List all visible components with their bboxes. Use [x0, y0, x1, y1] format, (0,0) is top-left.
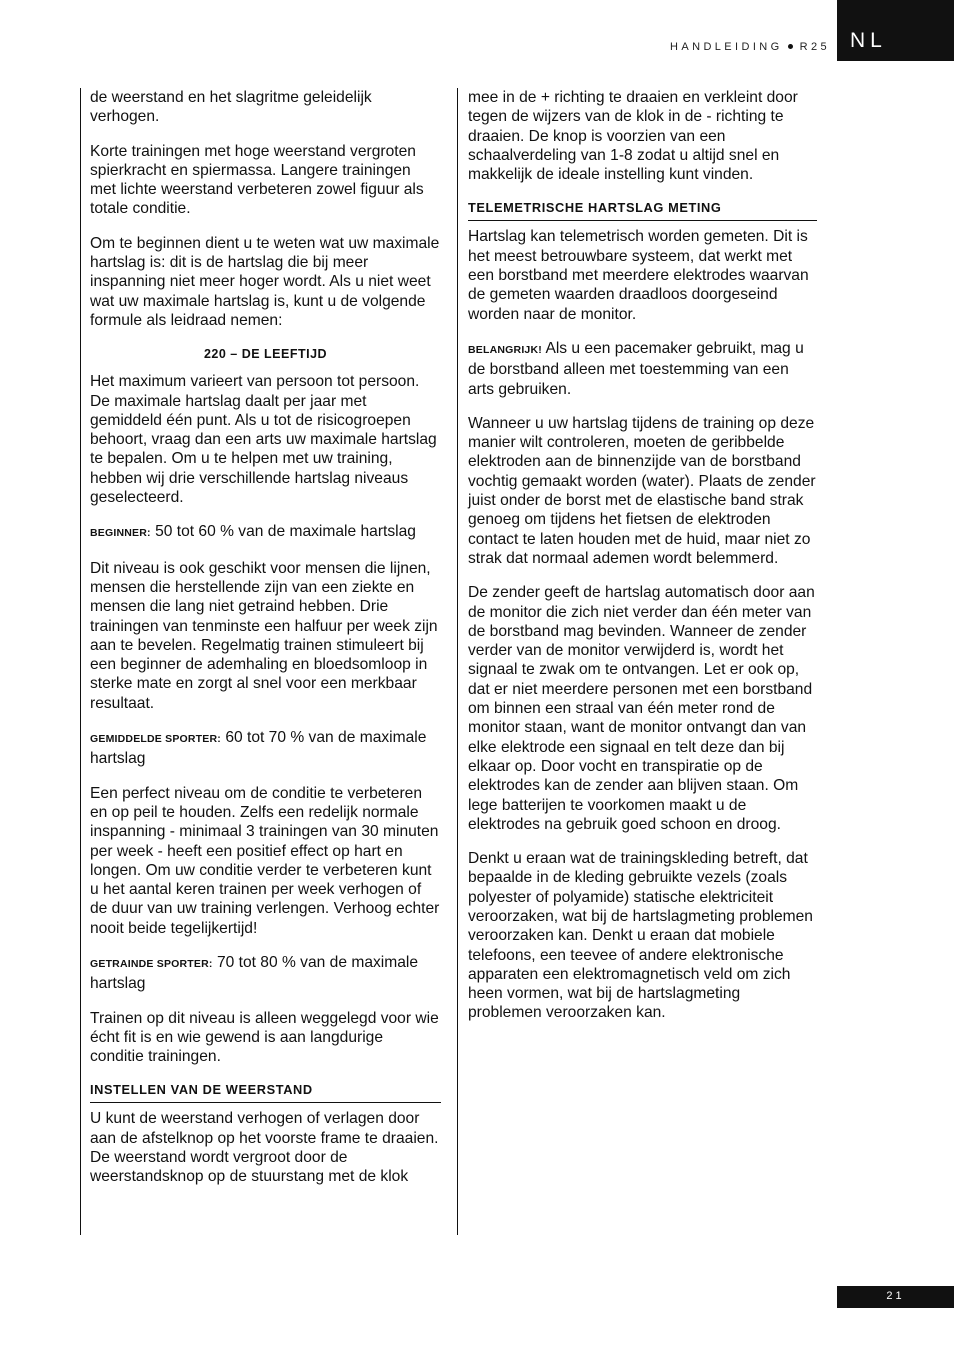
- paragraph: Het maximum varieert van persoon tot persoon. De maximale hartslag daalt per jaar met gemiddeld één punt. Als u tot de risicogroepen behoort, vraag dan een arts uw maximale hartslag te bepalen. Om u te helpen met uw training, hebben wij drie verschillende hartslag niveaus geselecteerd.: [90, 373, 437, 507]
- average-range: 60 tot 70 % van de maximale hartslag: [90, 729, 427, 768]
- important-text: Als u een pacemaker gebruikt, mag u de borstband alleen met toestemming van een arts gebruiken.: [468, 339, 804, 398]
- paragraph: Hartslag kan telemetrisch worden gemeten. Dit is het meest betrouwbare systeem, dat werkt met een borstband met meerdere elektrodes waarvan de gemeten waarden draadloos doorgeseind worden naar de monitor.: [468, 228, 809, 323]
- page-number: 21: [886, 1290, 905, 1302]
- manual-label: HANDLEIDING: [670, 41, 783, 53]
- average-label: GEMIDDELDE SPORTER:: [90, 733, 221, 746]
- running-header: [620, 41, 830, 53]
- paragraph: Denkt u eraan wat de trainingskleding betreft, dat bepaalde in de kleding gebruikte vezels (zoals polyester of polyamide) statische elektriciteit veroorzaken, wat bij de hartslagmeting problemen veroorzaken kan. Denkt u eraan dat mobiele telefoons, een teevee of andere elektronische apparaten een elektromagnetisch veld om zich heen vormen, wat bij de hartslagmeting problemen veroorzaken kan.: [468, 850, 813, 1022]
- beginner-level: [90, 522, 441, 543]
- paragraph: mee in de + richting te draaien en verkleint door tegen de wijzers van de klok in de - richting te draaien. De knop is voorzien van een schaalverdeling van 1-8 zodat u altijd snel en makkelijk de ideale instelling kunt vinden.: [468, 89, 798, 184]
- trained-range: 70 tot 80 % van de maximale hartslag: [90, 953, 419, 993]
- language-code: NL: [850, 29, 887, 52]
- trained-level: [90, 953, 441, 994]
- right-column: [457, 88, 817, 1235]
- beginner-label: BEGINNER:: [90, 527, 151, 540]
- paragraph: U kunt de weerstand verhogen of verlagen door aan de afstelknop op het voorste frame te draaien. De weerstand wordt vergroot door de weerstandsknop op de stuurstang met de klok: [90, 1110, 439, 1186]
- page-number-tab: [837, 1286, 954, 1308]
- model-label: R25: [799, 41, 830, 53]
- language-tab: [837, 0, 954, 61]
- trained-label: GETRAINDE SPORTER:: [90, 957, 213, 970]
- section-heading-resistance: INSTELLEN VAN DE WEERSTAND: [90, 1081, 441, 1103]
- important-label: BELANGRIJK!: [468, 343, 542, 356]
- paragraph: Trainen op dit niveau is alleen weggelegd voor wie écht fit is en wie gewend is aan langdurige conditie trainingen.: [90, 1009, 439, 1066]
- paragraph: Om te beginnen dient u te weten wat uw maximale hartslag is: dit is de hartslag die bij meer inspanning niet meer hoger wordt. Als u niet weet wat uw maximale hartslag is, kunt u de volgende formule als leidraad nemen:: [90, 234, 440, 329]
- paragraph: Een perfect niveau om de conditie te verbeteren en op peil te houden. Zelfs een redelijk normale inspanning - minimaal 3 trainingen van 30 minuten per week - heeft een positief effect op hart en longen. Om uw conditie verder te verbeteren kunt u het aantal keren trainen per week verhogen of de duur van uw training verlengen. Verhoog echter nooit beide tegelijkertijd!: [90, 784, 440, 937]
- bullet-dot-icon: [788, 44, 793, 49]
- left-column: [80, 88, 441, 1235]
- paragraph: Dit niveau is ook geschikt voor mensen die lijnen, mensen die herstellende zijn van een ziekte en mensen die lang niet getraind hebben. Drie trainingen van tenminste een halfuur per week zijn aan te bevelen. Regelmatig trainen stimuleert bij een beginner de ademhaling en bloedsomloop in sterke mate en zorgt al snel voor een merkbaar resultaat.: [90, 559, 438, 712]
- section-heading-telemetry: TELEMETRISCHE HARTSLAG METING: [468, 199, 817, 221]
- paragraph: De zender geeft de hartslag automatisch door aan de monitor die zich niet verder dan één meter van de borstband mag bevinden. Wanneer de zender verder van de monitor verwijderd is, wordt het signaal te zwak om te ontvangen. Let er ook op, dat er niet meerdere personen met een borstband om binnen een straal van één meter rond de monitor staan, want de monitor ontvangt dan van elke elektrode een signaal en telt deze dan bij elkaar op. Door vocht en transpiratie op de elektrodes kan de zender aan blijven staan. Om lege batterijen te voorkomen maakt u de elektrodes na gebruik goed schoon en droog.: [468, 584, 815, 833]
- paragraph: Korte trainingen met hoge weerstand vergroten spierkracht en spiermassa. Langere trainingen met lichte weerstand verbeteren zowel figuur als totale conditie.: [90, 142, 424, 218]
- average-level: [90, 728, 441, 769]
- important-note: [468, 339, 817, 399]
- beginner-range: 50 tot 60 % van de maximale hartslag: [155, 523, 416, 541]
- formula-heading: 220 – DE LEEFTIJD: [203, 347, 328, 362]
- paragraph: de weerstand en het slagritme geleidelijk verhogen.: [90, 89, 372, 126]
- paragraph: Wanneer u uw hartslag tijdens de training op deze manier wilt controleren, moeten de geribbelde elektroden aan de binnenzijde van de borstband vochtig gemaakt worden (water). Plaats de zender juist onder de borst met de elastische band strak genoeg om tijdens het fietsen de elektroden contact te laten houden met de huid, maar niet zo strak dat normaal ademen wordt belemmerd.: [468, 414, 816, 567]
